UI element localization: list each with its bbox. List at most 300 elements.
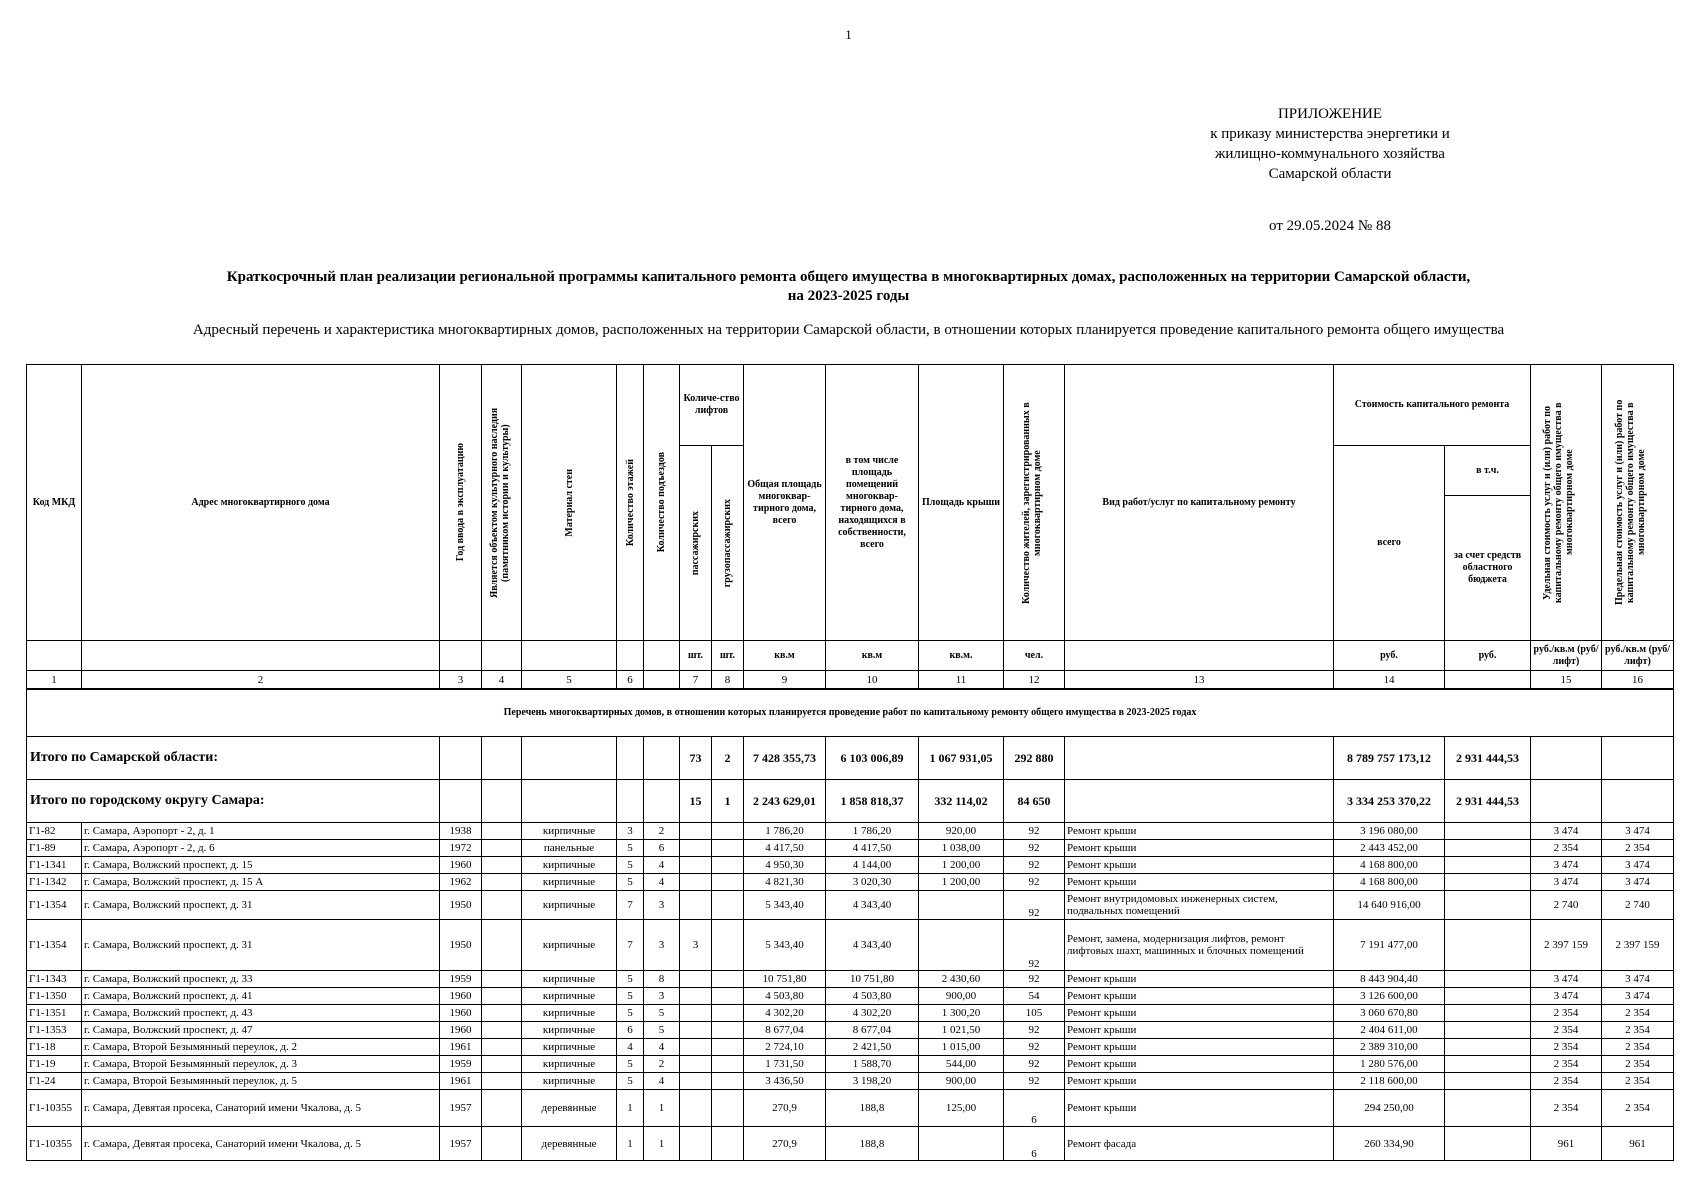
- walls-cell: кирпичные: [522, 891, 617, 920]
- title-line: на 2023-2025 годы: [787, 288, 910, 304]
- address-cell: г. Самара, Аэропорт - 2, д. 1: [82, 823, 440, 840]
- entrances-cell: 3: [644, 920, 680, 971]
- year-cell: 1950: [440, 891, 482, 920]
- walls-cell: деревянные: [522, 1090, 617, 1127]
- unit-rub: руб.: [1334, 641, 1445, 671]
- year-cell: 1960: [440, 1005, 482, 1022]
- floors-cell: 5: [617, 1073, 644, 1090]
- freight-cell: [712, 891, 744, 920]
- header-passenger-text: пассажирских: [690, 510, 701, 576]
- max-cost-cell: 3 474: [1602, 857, 1674, 874]
- unit-rate: руб./кв.м (руб/лифт): [1602, 641, 1674, 671]
- unit-cost-cell: 2 740: [1531, 891, 1602, 920]
- column-number: 3: [440, 671, 482, 690]
- walls-cell: кирпичные: [522, 988, 617, 1005]
- empty-cell: [522, 737, 617, 780]
- work-type-cell: Ремонт крыши: [1065, 1005, 1334, 1022]
- roof-area-cell: 920,00: [919, 823, 1004, 840]
- owned-area-cell: 3 198,20: [826, 1073, 919, 1090]
- address-cell: г. Самара, Второй Безымянный переулок, д. 2: [82, 1039, 440, 1056]
- floors-cell: 6: [617, 1022, 644, 1039]
- title-line: Краткосрочный план реализации региональной программы капитального ремонта общего имущества в многоквартирных домах, расположенных на территории Самарской области,: [226, 269, 1471, 285]
- table-row: [27, 1022, 1674, 1039]
- column-number: 6: [617, 671, 644, 690]
- roof-area-cell: 1 015,00: [919, 1039, 1004, 1056]
- floors-cell: 5: [617, 988, 644, 1005]
- empty-cell: [440, 737, 482, 780]
- year-cell: 1960: [440, 1022, 482, 1039]
- cost-cell: 2 389 310,00: [1334, 1039, 1445, 1056]
- header-heritage: [482, 365, 522, 641]
- table-body: [27, 671, 1674, 1161]
- passenger-cell: [680, 874, 712, 891]
- max-cost-cell: 2 354: [1602, 1090, 1674, 1127]
- address-cell: г. Самара, Девятая просека, Санаторий имени Чкалова, д. 5: [82, 1127, 440, 1161]
- owned-area-cell: 4 503,80: [826, 988, 919, 1005]
- year-cell: 1959: [440, 1056, 482, 1073]
- cost-regional-cell: [1445, 971, 1531, 988]
- code-cell: Г1-1341: [27, 857, 82, 874]
- entrances-cell: 4: [644, 857, 680, 874]
- passenger-cell: [680, 988, 712, 1005]
- cost-regional-cell: [1445, 823, 1531, 840]
- address-cell: г. Самара, Девятая просека, Санаторий имени Чкалова, д. 5: [82, 1090, 440, 1127]
- total-area-cell: 4 417,50: [744, 840, 826, 857]
- entrances-cell: 1: [644, 1127, 680, 1161]
- unit-area: кв.м.: [919, 641, 1004, 671]
- cost-cell: 3 060 670,80: [1334, 1005, 1445, 1022]
- header-cost: Стоимость капитального ремонта: [1334, 365, 1531, 446]
- header-max-cost-text: Предельная стоимость услуг и (или) работ по капитальному ремонту общего имущества в многоквартирном доме: [1613, 399, 1647, 606]
- address-cell: г. Самара, Волжский проспект, д. 33: [82, 971, 440, 988]
- total-passenger: 73: [680, 737, 712, 780]
- unit-pcs: шт.: [680, 641, 712, 671]
- entrances-cell: 8: [644, 971, 680, 988]
- cost-cell: 7 191 477,00: [1334, 920, 1445, 971]
- heritage-cell: [482, 920, 522, 971]
- passenger-cell: [680, 1056, 712, 1073]
- page-number: 1: [845, 27, 852, 42]
- header-cost-total: всего: [1334, 446, 1445, 641]
- unit-cost-cell: 2 354: [1531, 1090, 1602, 1127]
- column-number: 5: [522, 671, 617, 690]
- empty-cell: [522, 780, 617, 823]
- column-number: 1: [27, 671, 82, 690]
- heritage-cell: [482, 1090, 522, 1127]
- unit-cost-cell: 2 354: [1531, 1073, 1602, 1090]
- total-residents: 84 650: [1004, 780, 1065, 823]
- table-row: [27, 1127, 1674, 1161]
- total-area-cell: 4 503,80: [744, 988, 826, 1005]
- column-number: 11: [919, 671, 1004, 690]
- owned-area-cell: 10 751,80: [826, 971, 919, 988]
- walls-cell: кирпичные: [522, 1005, 617, 1022]
- owned-area-cell: 4 343,40: [826, 891, 919, 920]
- unit-cost-cell: 2 397 159: [1531, 920, 1602, 971]
- owned-area-cell: 4 144,00: [826, 857, 919, 874]
- code-cell: Г1-1350: [27, 988, 82, 1005]
- passenger-cell: 3: [680, 920, 712, 971]
- total-cost-regional: 2 931 444,53: [1445, 737, 1531, 780]
- entrances-cell: 4: [644, 1039, 680, 1056]
- heritage-cell: [482, 1039, 522, 1056]
- appendix-block: [1180, 104, 1480, 236]
- empty-cell: [1602, 780, 1674, 823]
- work-type-cell: Ремонт крыши: [1065, 823, 1334, 840]
- cost-cell: 294 250,00: [1334, 1090, 1445, 1127]
- address-cell: г. Самара, Волжский проспект, д. 43: [82, 1005, 440, 1022]
- address-cell: г. Самара, Волжский проспект, д. 31: [82, 891, 440, 920]
- floors-cell: 5: [617, 857, 644, 874]
- heritage-cell: [482, 988, 522, 1005]
- total-area-cell: 8 677,04: [744, 1022, 826, 1039]
- cost-regional-cell: [1445, 1090, 1531, 1127]
- order-date: от 29.05.2024 № 88: [1269, 218, 1391, 234]
- residents-cell: 92: [1004, 1039, 1065, 1056]
- year-cell: 1972: [440, 840, 482, 857]
- total-passenger: 15: [680, 780, 712, 823]
- passenger-cell: [680, 840, 712, 857]
- cost-regional-cell: [1445, 1056, 1531, 1073]
- table-row: [27, 1056, 1674, 1073]
- residents-cell: 92: [1004, 840, 1065, 857]
- owned-area-cell: 2 421,50: [826, 1039, 919, 1056]
- empty-cell: [644, 780, 680, 823]
- entrances-cell: 4: [644, 1073, 680, 1090]
- cost-cell: 4 168 800,00: [1334, 874, 1445, 891]
- passenger-cell: [680, 1127, 712, 1161]
- total-area-cell: 2 724,10: [744, 1039, 826, 1056]
- table-row: [27, 1090, 1674, 1127]
- residents-cell: 92: [1004, 891, 1065, 920]
- heritage-cell: [482, 823, 522, 840]
- freight-cell: [712, 1005, 744, 1022]
- unit-rub: руб.: [1445, 641, 1531, 671]
- entrances-cell: 3: [644, 891, 680, 920]
- roof-area-cell: 900,00: [919, 1073, 1004, 1090]
- roof-area-cell: 1 021,50: [919, 1022, 1004, 1039]
- cost-regional-cell: [1445, 1039, 1531, 1056]
- unit-rate: руб./кв.м (руб/лифт): [1531, 641, 1602, 671]
- header-residents: [1004, 365, 1065, 641]
- table-row: [27, 920, 1674, 971]
- total-row: [27, 780, 1674, 823]
- owned-area-cell: 4 302,20: [826, 1005, 919, 1022]
- column-number: 2: [82, 671, 440, 690]
- owned-area-cell: 188,8: [826, 1127, 919, 1161]
- walls-cell: кирпичные: [522, 971, 617, 988]
- residents-cell: 6: [1004, 1090, 1065, 1127]
- entrances-cell: 2: [644, 1056, 680, 1073]
- max-cost-cell: 2 354: [1602, 1022, 1674, 1039]
- walls-cell: кирпичные: [522, 1039, 617, 1056]
- header-owned-area: в том числе площадь помещений многоквар-тирного дома, находящихся в собственности, всего: [826, 365, 919, 641]
- passenger-cell: [680, 1073, 712, 1090]
- total-roof-area: 332 114,02: [919, 780, 1004, 823]
- unit-empty: [82, 641, 440, 671]
- entrances-cell: 2: [644, 823, 680, 840]
- floors-cell: 5: [617, 874, 644, 891]
- work-type-cell: Ремонт крыши: [1065, 1039, 1334, 1056]
- roof-area-cell: 2 430,60: [919, 971, 1004, 988]
- roof-area-cell: 544,00: [919, 1056, 1004, 1073]
- table-row: [27, 840, 1674, 857]
- walls-cell: кирпичные: [522, 874, 617, 891]
- residents-cell: 92: [1004, 1056, 1065, 1073]
- floors-cell: 7: [617, 920, 644, 971]
- heritage-cell: [482, 840, 522, 857]
- document-subtitle: Адресный перечень и характеристика многоквартирных домов, расположенных на территории Самарской области, в отношении которых планируется проведение капитального ремонта общего имущества: [192, 322, 1505, 338]
- floors-cell: 3: [617, 823, 644, 840]
- address-cell: г. Самара, Второй Безымянный переулок, д. 3: [82, 1056, 440, 1073]
- freight-cell: [712, 1022, 744, 1039]
- table-row: [27, 988, 1674, 1005]
- total-row: [27, 737, 1674, 780]
- freight-cell: [712, 857, 744, 874]
- year-cell: 1938: [440, 823, 482, 840]
- empty-cell: [482, 737, 522, 780]
- code-cell: Г1-1353: [27, 1022, 82, 1039]
- total-owned-area: 1 858 818,37: [826, 780, 919, 823]
- cost-cell: 2 118 600,00: [1334, 1073, 1445, 1090]
- residents-cell: 54: [1004, 988, 1065, 1005]
- walls-cell: кирпичные: [522, 823, 617, 840]
- code-cell: Г1-1342: [27, 874, 82, 891]
- unit-empty: [522, 641, 617, 671]
- total-area-cell: 270,9: [744, 1127, 826, 1161]
- address-cell: г. Самара, Волжский проспект, д. 41: [82, 988, 440, 1005]
- work-type-cell: Ремонт крыши: [1065, 857, 1334, 874]
- floors-cell: 1: [617, 1090, 644, 1127]
- year-cell: 1960: [440, 988, 482, 1005]
- floors-cell: 5: [617, 1005, 644, 1022]
- max-cost-cell: 2 397 159: [1602, 920, 1674, 971]
- walls-cell: деревянные: [522, 1127, 617, 1161]
- total-residents: 292 880: [1004, 737, 1065, 780]
- owned-area-cell: 8 677,04: [826, 1022, 919, 1039]
- max-cost-cell: 3 474: [1602, 874, 1674, 891]
- year-cell: 1957: [440, 1127, 482, 1161]
- header-residents-text: Количество жителей, зарегистрированных в многоквартирном доме: [1021, 401, 1043, 604]
- cost-cell: 4 168 800,00: [1334, 857, 1445, 874]
- empty-cell: [617, 780, 644, 823]
- unit-area: кв.м: [744, 641, 826, 671]
- column-number-row: [27, 671, 1674, 690]
- owned-area-cell: 188,8: [826, 1090, 919, 1127]
- heritage-cell: [482, 971, 522, 988]
- year-cell: 1950: [440, 920, 482, 971]
- total-cost-regional: 2 931 444,53: [1445, 780, 1531, 823]
- header-floors-text: Количество этажей: [624, 458, 636, 547]
- header-entrances: [644, 365, 680, 641]
- floors-cell: 1: [617, 1127, 644, 1161]
- owned-area-cell: 4 417,50: [826, 840, 919, 857]
- cost-regional-cell: [1445, 920, 1531, 971]
- roof-area-cell: 900,00: [919, 988, 1004, 1005]
- unit-empty: [1065, 641, 1334, 671]
- code-cell: Г1-24: [27, 1073, 82, 1090]
- year-cell: 1962: [440, 874, 482, 891]
- document-title: [120, 268, 1577, 306]
- column-number: [644, 671, 680, 690]
- column-number: [1445, 671, 1531, 690]
- column-number: 8: [712, 671, 744, 690]
- empty-cell: [440, 780, 482, 823]
- work-type-cell: Ремонт, замена, модернизация лифтов, ремонт лифтовых шахт, машинных и блочных помещений: [1065, 920, 1334, 971]
- table-row: [27, 971, 1674, 988]
- total-area: 7 428 355,73: [744, 737, 826, 780]
- appendix-line: к приказу министерства энергетики и: [1210, 126, 1450, 142]
- appendix-line: Самарской области: [1268, 166, 1392, 182]
- roof-area-cell: 125,00: [919, 1090, 1004, 1127]
- freight-cell: [712, 1127, 744, 1161]
- floors-cell: 5: [617, 971, 644, 988]
- walls-cell: кирпичные: [522, 1056, 617, 1073]
- cost-cell: 1 280 576,00: [1334, 1056, 1445, 1073]
- empty-cell: [1602, 737, 1674, 780]
- passenger-cell: [680, 1022, 712, 1039]
- cost-regional-cell: [1445, 1022, 1531, 1039]
- residents-cell: 6: [1004, 1127, 1065, 1161]
- table-row: [27, 1039, 1674, 1056]
- code-cell: Г1-1354: [27, 920, 82, 971]
- passenger-cell: [680, 1090, 712, 1127]
- freight-cell: [712, 840, 744, 857]
- unit-empty: [440, 641, 482, 671]
- cost-regional-cell: [1445, 891, 1531, 920]
- work-type-cell: Ремонт крыши: [1065, 1090, 1334, 1127]
- column-number: 16: [1602, 671, 1674, 690]
- heritage-cell: [482, 1056, 522, 1073]
- header-passenger: [680, 446, 712, 641]
- work-type-cell: Ремонт крыши: [1065, 874, 1334, 891]
- table-row: [27, 857, 1674, 874]
- max-cost-cell: 2 354: [1602, 1039, 1674, 1056]
- heritage-cell: [482, 891, 522, 920]
- unit-cost-cell: 2 354: [1531, 840, 1602, 857]
- code-cell: Г1-82: [27, 823, 82, 840]
- total-area-cell: 4 821,30: [744, 874, 826, 891]
- total-cost: 3 334 253 370,22: [1334, 780, 1445, 823]
- walls-cell: кирпичные: [522, 857, 617, 874]
- code-cell: Г1-18: [27, 1039, 82, 1056]
- unit-cost-cell: 3 474: [1531, 823, 1602, 840]
- header-max-cost: [1602, 365, 1674, 641]
- unit-cost-cell: 2 354: [1531, 1039, 1602, 1056]
- work-type-cell: Ремонт крыши: [1065, 988, 1334, 1005]
- code-cell: Г1-19: [27, 1056, 82, 1073]
- entrances-cell: 6: [644, 840, 680, 857]
- section-title: Перечень многоквартирных домов, в отношении которых планируется проведение работ по капитальному ремонту общего имущества в 2023-2025 годах: [27, 689, 1674, 737]
- column-number: 9: [744, 671, 826, 690]
- freight-cell: [712, 920, 744, 971]
- floors-cell: 4: [617, 1039, 644, 1056]
- header-walls: [522, 365, 617, 641]
- owned-area-cell: 1 786,20: [826, 823, 919, 840]
- header-year: [440, 365, 482, 641]
- header-lifts: Количе-ство лифтов: [680, 365, 744, 446]
- code-cell: Г1-10355: [27, 1090, 82, 1127]
- table-row: [27, 1005, 1674, 1022]
- total-area: 2 243 629,01: [744, 780, 826, 823]
- work-type-cell: Ремонт крыши: [1065, 1056, 1334, 1073]
- header-cost-regional: за счет средств областного бюджета: [1445, 496, 1531, 641]
- passenger-cell: [680, 971, 712, 988]
- roof-area-cell: 1 200,00: [919, 874, 1004, 891]
- table-row: [27, 874, 1674, 891]
- passenger-cell: [680, 823, 712, 840]
- table-row: [27, 891, 1674, 920]
- code-cell: Г1-10355: [27, 1127, 82, 1161]
- floors-cell: 5: [617, 840, 644, 857]
- max-cost-cell: 3 474: [1602, 823, 1674, 840]
- header-total-area: Общая площадь многоквар-тирного дома, всего: [744, 365, 826, 641]
- cost-cell: 3 126 600,00: [1334, 988, 1445, 1005]
- column-number: 7: [680, 671, 712, 690]
- heritage-cell: [482, 1022, 522, 1039]
- empty-cell: [1065, 737, 1334, 780]
- total-freight: 2: [712, 737, 744, 780]
- residents-cell: 92: [1004, 920, 1065, 971]
- empty-cell: [617, 737, 644, 780]
- unit-cost-cell: 2 354: [1531, 1005, 1602, 1022]
- freight-cell: [712, 971, 744, 988]
- passenger-cell: [680, 857, 712, 874]
- column-number: 4: [482, 671, 522, 690]
- work-type-cell: Ремонт фасада: [1065, 1127, 1334, 1161]
- residents-cell: 92: [1004, 874, 1065, 891]
- empty-cell: [1065, 780, 1334, 823]
- owned-area-cell: 4 343,40: [826, 920, 919, 971]
- column-number: 12: [1004, 671, 1065, 690]
- heritage-cell: [482, 857, 522, 874]
- roof-area-cell: [919, 920, 1004, 971]
- freight-cell: [712, 1039, 744, 1056]
- cost-regional-cell: [1445, 988, 1531, 1005]
- address-cell: г. Самара, Второй Безымянный переулок, д. 5: [82, 1073, 440, 1090]
- unit-empty: [644, 641, 680, 671]
- unit-area: кв.м: [826, 641, 919, 671]
- roof-area-cell: [919, 891, 1004, 920]
- unit-empty: [27, 641, 82, 671]
- entrances-cell: 5: [644, 1022, 680, 1039]
- appendix-line: жилищно-коммунального хозяйства: [1215, 146, 1445, 162]
- header-address: Адрес многоквартирного дома: [82, 365, 440, 641]
- cost-cell: 2 404 611,00: [1334, 1022, 1445, 1039]
- header-year-text: Год ввода в эксплуатацию: [455, 443, 466, 562]
- address-cell: г. Самара, Волжский проспект, д. 15 А: [82, 874, 440, 891]
- header-unit-cost: [1531, 365, 1602, 641]
- walls-cell: кирпичные: [522, 1022, 617, 1039]
- total-area-cell: 5 343,40: [744, 920, 826, 971]
- address-cell: г. Самара, Волжский проспект, д. 15: [82, 857, 440, 874]
- entrances-cell: 1: [644, 1090, 680, 1127]
- max-cost-cell: 3 474: [1602, 971, 1674, 988]
- header-unit-cost-text: Удельная стоимость услуг и (или) работ по капитальному ремонту общего имущества в многоквартирном доме: [1542, 402, 1576, 603]
- total-label: Итого по Самарской области:: [27, 737, 440, 780]
- work-type-cell: Ремонт крыши: [1065, 971, 1334, 988]
- year-cell: 1961: [440, 1073, 482, 1090]
- total-label: Итого по городскому округу Самара:: [27, 780, 440, 823]
- entrances-cell: 4: [644, 874, 680, 891]
- column-number: 15: [1531, 671, 1602, 690]
- passenger-cell: [680, 891, 712, 920]
- total-area-cell: 4 950,30: [744, 857, 826, 874]
- cost-cell: 14 640 916,00: [1334, 891, 1445, 920]
- header-roof-area: Площадь крыши: [919, 365, 1004, 641]
- residents-cell: 105: [1004, 1005, 1065, 1022]
- max-cost-cell: 3 474: [1602, 988, 1674, 1005]
